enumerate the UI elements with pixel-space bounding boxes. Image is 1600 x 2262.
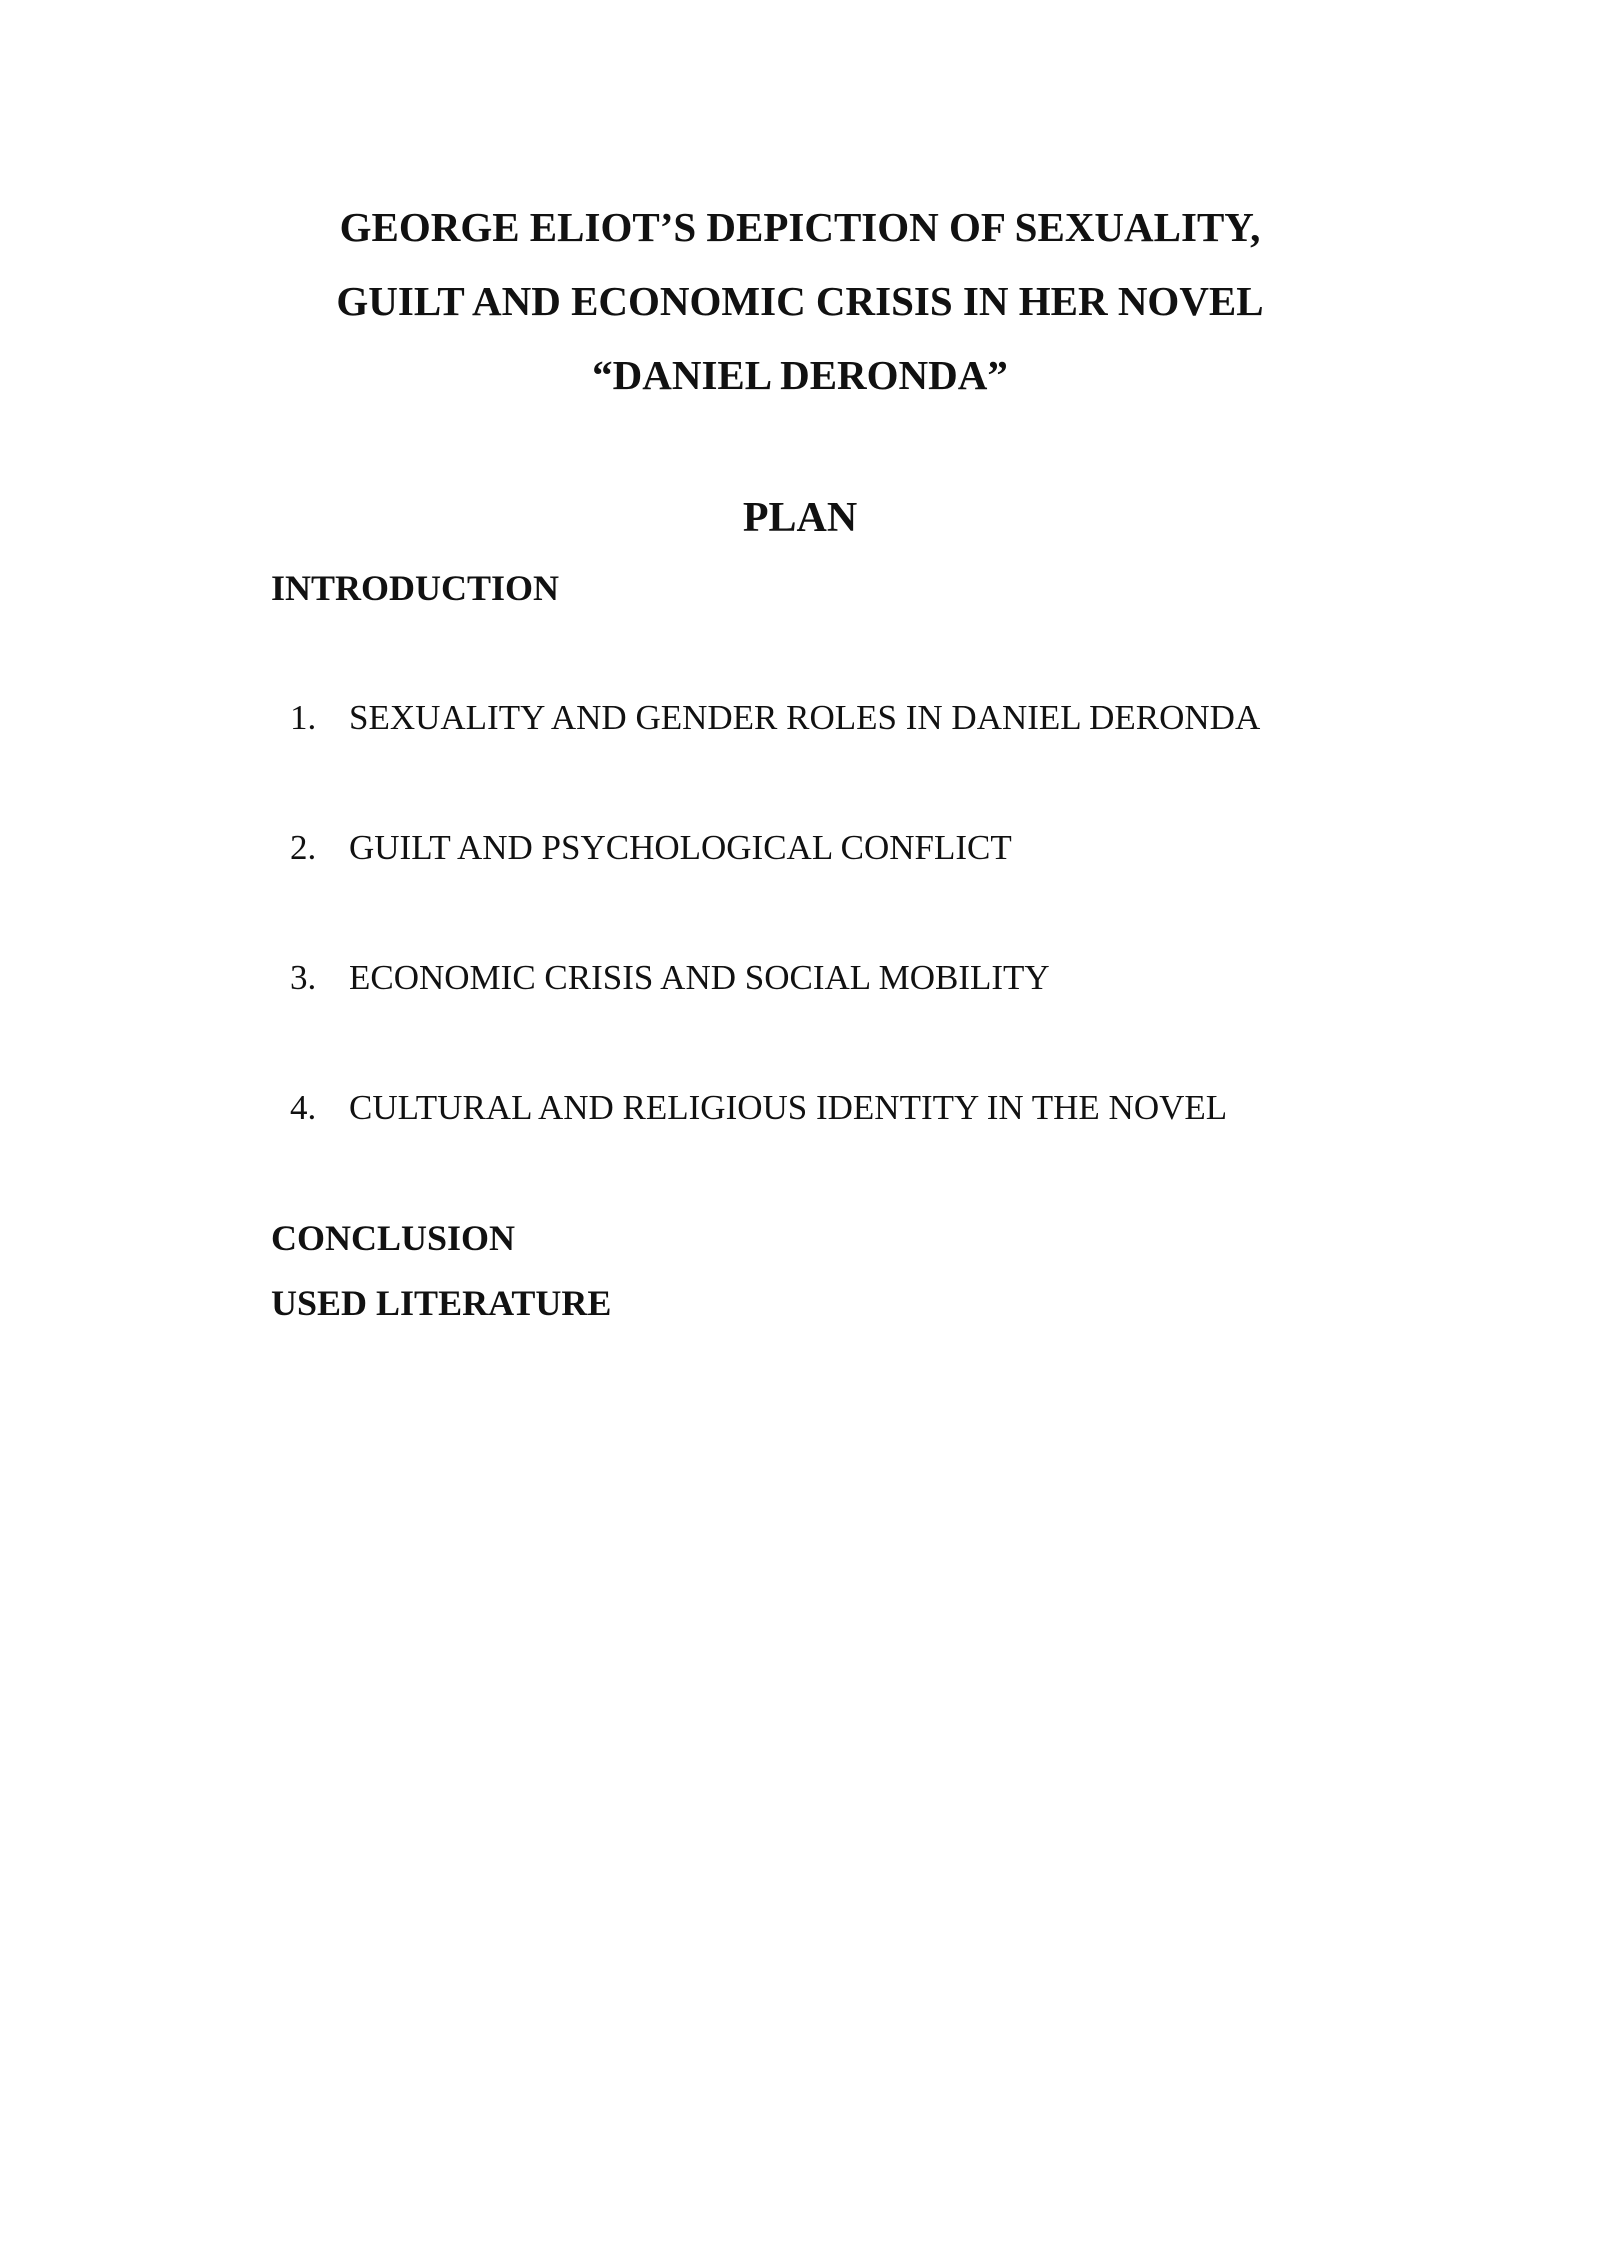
title-line-3: “DANIEL DERONDA” [592,352,1008,398]
plan-item-number: 3. [290,958,317,997]
conclusion-heading: CONCLUSION [271,1218,516,1258]
plan-heading: PLAN [742,495,858,541]
document-title [0,190,1600,412]
plan-item-text: ECONOMIC CRISIS AND SOCIAL MOBILITY [349,958,1050,997]
title-line-1: GEORGE ELIOT’S DEPICTION OF SEXUALITY, [339,204,1261,250]
plan-item-number: 2. [290,828,317,867]
plan-item-text: SEXUALITY AND GENDER ROLES IN DANIEL DERONDA [349,698,1261,737]
plan-item-text: CULTURAL AND RELIGIOUS IDENTITY IN THE NOVEL [349,1088,1228,1127]
used-literature-heading: USED LITERATURE [271,1283,612,1323]
plan-item-number: 4. [290,1088,317,1127]
plan-item-text: GUILT AND PSYCHOLOGICAL CONFLICT [349,828,1012,867]
plan-item-number: 1. [290,698,317,737]
title-line-2: GUILT AND ECONOMIC CRISIS IN HER NOVEL [336,278,1264,324]
introduction-heading: INTRODUCTION [271,568,560,608]
